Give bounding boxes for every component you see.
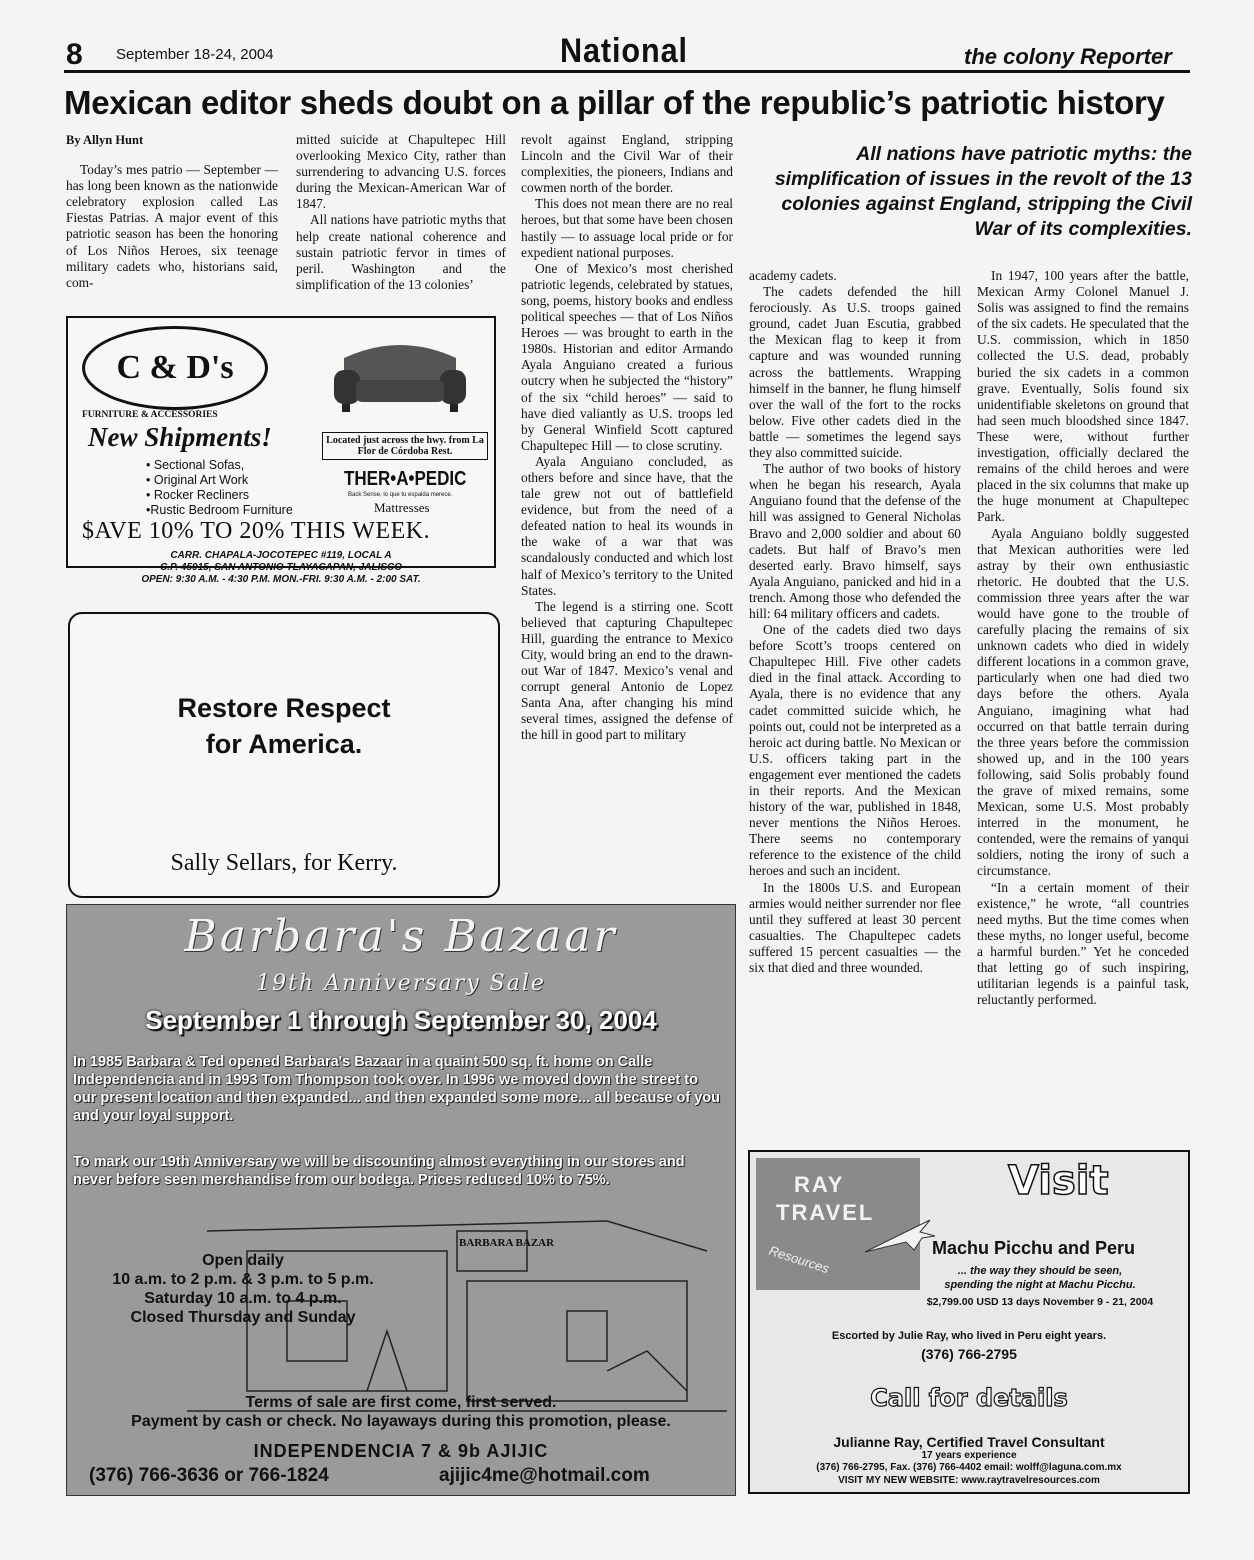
bazaar-email[interactable]: ajijic4me@hotmail.com [439,1465,650,1486]
store-logo: C & D's [82,326,268,410]
article-column-4 [749,268,961,976]
travel-ad[interactable] [748,1150,1190,1494]
paragraph: The cadets defended the hill ferociously. As U.S. troops gained ground, cadet Juan Escutia, grabbed the Mexican flag to keep it from capture and was wounded running across the battlements. Wrapping himself in the banner, he flung himself over the wall of the fort to the rocks below. Five other cadets died in the battle — sometimes the legend says they also committed suicide. [749,284,961,461]
hours-line: Saturday 10 a.m. to 4 p.m. [144,1290,342,1307]
mattresses-label: Mattresses [374,500,430,515]
experience-note: 17 years experience [921,1450,1017,1461]
destination: Machu Picchu and Peru [932,1238,1136,1258]
list-item: • Sectional Sofas, [146,458,245,472]
visit-heading: Visit [1008,1158,1109,1204]
website-link[interactable]: VISIT MY NEW WEBSITE: www.raytravelresources.com [838,1475,1100,1486]
paragraph: academy cadets. [749,268,837,283]
paragraph: mitted suicide at Chapultepec Hill overlooking Mexico City, rather than surrendering to advancing U.S. forces during the Mexican-American War of 1847. [296,132,506,212]
furniture-ad[interactable] [66,316,496,585]
sofa-image [330,322,470,422]
paragraph: Today’s mes patrio — September — has long been known as the nationwide celebratory explosion called Las Fiestas Patrias. A major event of this patriotic season has been the honoring of Los Niños Heroes, six teenage military cadets who, historians said, com- [66,162,278,290]
hours-line: 10 a.m. to 2 p.m. & 3 p.m. to 5 p.m. [112,1271,374,1288]
tagline-line: spending the night at Machu Picchu. [944,1279,1136,1291]
contact-line[interactable]: (376) 766-2795, Fax. (376) 766-4402 email: wolff@laguna.com.mx [816,1462,1122,1473]
slogan-line-1: Restore Respect [177,693,391,723]
sale-terms [67,1393,735,1431]
sale-banner: $AVE 10% TO 20% THIS WEEK. [82,518,431,544]
paragraph: This does not mean there are no real heroes, but that some have been chosen hastily — to assuage local pride or for expedient national purposes. [521,196,733,260]
travel-logo-3: Resources [767,1242,831,1277]
terms-line: Terms of sale are first come, first served. [245,1394,557,1411]
paragraph: revolt against England, stripping Lincoln and the Civil War of their complexities, the pioneers, Indians and cowmen north of the border. [521,132,733,196]
pull-quote: All nations have patriotic myths: the simplification of issues in the revolt of the 13 colonies against England, stripping the Civil War of its complexities. [774,143,1192,240]
travel-logo-1: RAY [794,1172,845,1197]
therapedic-logo: THER•A•PEDIC [344,468,467,490]
shop-sign: BARBARA BAZAR [459,1237,555,1249]
ad-slogan [70,690,498,762]
bazaar-ad[interactable] [66,904,736,1496]
article-column-5 [977,268,1189,1008]
escort-note: Escorted by Julie Ray, who lived in Peru eight years. [831,1330,1107,1342]
address-line: CARR. CHAPALA-JOCOTEPEC #119, LOCAL A [170,550,392,561]
sale-dates: September 1 through September 30, 2004 [145,1005,657,1035]
article-column-1 [66,132,278,291]
hours-line: Open daily [202,1252,284,1269]
trip-price: $2,799.00 USD 13 days November 9 - 21, 2004 [926,1296,1154,1308]
page-number: 8 [66,38,83,71]
paper-name: the colony Reporter [964,44,1172,69]
bazaar-hours [73,1251,413,1327]
airplane-icon [860,1212,940,1262]
travel-phone[interactable]: (376) 766-2795 [921,1346,1017,1362]
brand-tagline: Back Sense, lo que tu espalda merece. [348,492,453,498]
paragraph: “In a certain moment of their existence,” he wrote, “all countries need myths. But the time comes when these myths, no longer useful, become a harmful burden.” Yet he conceded that letting go of such inspiring, utilitarian legends is a painful task, reluctantly performed. [977,879,1189,1008]
new-shipments-heading: New Shipments! [88,422,272,452]
store-address-2 [68,562,494,574]
paragraph: The author of two books of history when he began his research, Ayala Anguiano found that the defense of the hill was assigned to General Nicholas Bravo and 2,000 soldier and about 60 cadets. But half of Bravo’s men deserted early. Bravo himself, says Ayala Anguiano, panicked and hid in a trench. Among those who defended the hill: 64 military officers and cadets. [749,461,961,621]
paragraph: One of the cadets died two days before Scott’s troops centered on Chapultepec Hill. Five other cadets died in the final attack. According to Ayala, there is no evidence that any cadet committed suicide which, he points out, could not be interpreted as a heroic act during battle. No Mexican or U.S. officers taking part in the engagement ever mentioned the cadets in their reports. And the Mexican history of the war, published in 1848, never mentions the Niños Heroes. There seems no contemporary reference to the existence of the child heroes and such an incident. [749,622,961,879]
tagline [890,1264,1190,1292]
tagline-line: ... the way they should be seen, [957,1265,1123,1277]
list-item: •Rustic Bedroom Furniture [146,503,293,517]
terms-line: Payment by cash or check. No layaways during this promotion, please. [131,1413,671,1430]
section-title: National [560,32,688,70]
product-list [146,458,293,518]
paragraph: In the 1800s U.S. and European armies would neither surrender nor flee until they suffered at least 30 percent casualties. The Chapultepec cadets suffered 15 percent casualties — the six that died and three wounded. [749,879,961,976]
address-line: C.P. 45915, SAN ANTONIO TLAYACAPAN, JALISCO [159,562,403,573]
slogan-line-2: for America. [205,729,363,759]
article-headline: Mexican editor sheds doubt on a pillar of the republic’s patriotic history [64,84,1165,121]
paragraph: The legend is a stirring one. Scott believed that capturing Chapultepec Hill, guarding the entrance to Mexico City, would bring an end to the drawn-out War of 1847. Mexico’s venal and corrupt general Antonio de Lopez Santa Ana, after changing his mind several times, assigned the defense of the hill in good part to military [521,598,733,743]
anniversary-subtitle: 19th Anniversary Sale [256,971,546,996]
paragraph: Ayala Anguiano concluded, as others before and since have, that the tale grew not out of battlefield evidence, but from the need of a defeated nation to heal its wounds in the wake of a war that was scandalously conducted and which lost half of Mexico’s territory to the United States. [521,453,733,598]
paragraph: In 1947, 100 years after the battle, Mexican Army Colonel Manuel J. Solis was assigned to find the remains of the six cadets. He speculated that the U.S. commission, which in 1850 collected the U.S. dead, probably buried the six cadets in a common grave. Eventually, Solis found six unidentifiable skeletons on ground that had seen much bloodshed since 1847. These were, without further investigation, officially declared the remains of the child heroes and were placed in the six columns that make up the huge monument at Chapultepec Park. [977,268,1189,525]
issue-date: September 18-24, 2004 [116,46,274,63]
paragraph: One of Mexico’s most cherished patriotic legends, celebrated by statues, song, poems, history books and endless political speeches — that of Los Niños Heroes — was brought to earth in the 1980s. Historian and editor Armando Ayala Anguiano created a furious outcry when he subjected the “history” of the six “child heroes” — said to have died valiantly as U.S. troops led by General Winfield Scott captured Chapultepec Hill — to close scrutiny. [521,260,733,453]
bazaar-title: Barbara's Bazaar [184,911,618,962]
hours-line: Closed Thursday and Sunday [130,1309,356,1326]
store-address [68,550,494,562]
bazaar-phone[interactable]: (376) 766-3636 or 766-1824 [89,1465,329,1486]
hours-line: OPEN: 9:30 A.M. - 4:30 P.M. MON.-FRI. 9:30 A.M. - 2:00 SAT. [141,574,421,585]
bazaar-history: In 1985 Barbara & Ted opened Barbara's Bazaar in a quaint 500 sq. ft. home on Calle Independencia and in 1993 Tom Thompson took over. In 1996 we moved down the street to our present location and then expanded... and then expanded some more... all because of you and your loyal support. [73,1054,720,1124]
store-subtitle: FURNITURE & ACCESSORIES [82,410,218,420]
store-hours [68,574,494,586]
ad-signature: Sally Sellars, for Kerry. [170,850,398,876]
travel-logo-2: TRAVEL [776,1200,875,1225]
call-for-details: Call for details [870,1384,1068,1412]
masthead-rule [64,70,1190,73]
list-item: • Original Art Work [146,473,249,487]
political-ad[interactable] [68,612,500,898]
byline: By Allyn Hunt [66,133,144,147]
article-column-2 [296,132,506,293]
article-column-3 [521,132,733,744]
list-item: • Rocker Recliners [146,488,250,502]
bazaar-address: INDEPENDENCIA 7 & 9b AJIJIC [253,1441,549,1461]
location-note: Located just across the hwy. from La Flor de Córdoba Rest. [322,432,488,460]
paragraph: All nations have patriotic myths that help create national coherence and sustain patriotic fervor in times of peril. Washington and the simplification of the 13 colonies’ [296,212,506,292]
paragraph: Ayala Anguiano boldly suggested that Mexican authorities were led astray by their own enthusiastic rhetoric. He doubted that the U.S. commission three years after the war would have gone to the trouble of carefully placing the remains of six unknown cadets who died in widely different locations in a common grave, particularly when one had died two days before the others. Ayala Anguiano, imagining what had occurred on that battle terrain during the three years before the commission showed up, and in the 100 years following, said Solis probably found the grave of mixed remains, some Mexican, some U.S. Most probably interred in the monument, he contended, were the remains of yanqui soldiers, noting the irony of such a circumstance. [977,525,1189,879]
consultant-name: Julianne Ray, Certified Travel Consultant [833,1434,1105,1450]
bazaar-discount: To mark our 19th Anniversary we will be discounting almost everything in our stores and never before seen merchandise from our bodega. Prices reduced 10% to 75%. [73,1154,685,1188]
